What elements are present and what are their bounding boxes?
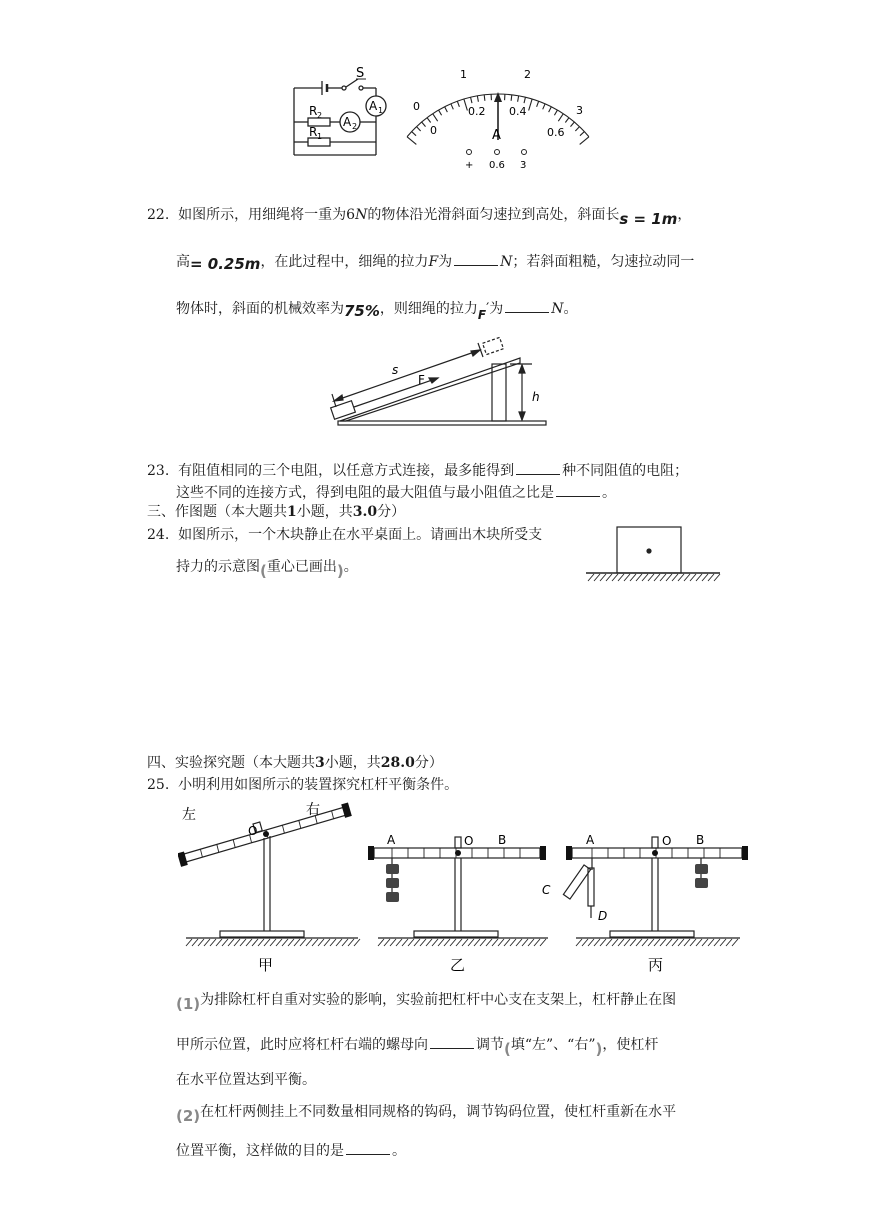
circuit-diagram (282, 60, 388, 164)
sec4-count: 3 (315, 755, 325, 771)
terminal-3: 3 (520, 160, 527, 171)
r2-label: R (309, 104, 318, 118)
q23-text-a: 有阻值相同的三个电阻，以任意方式连接，最多能得到 (178, 463, 515, 479)
q22-weight: 6 (346, 207, 356, 223)
q23-line2 (176, 482, 616, 502)
q23-line1 (147, 460, 688, 480)
r1-label: R (309, 125, 318, 139)
lever-figure (178, 798, 754, 978)
q24-line2 (176, 557, 358, 580)
dial-upper-0: 0 (413, 100, 420, 113)
incline-f: F (418, 373, 425, 387)
q22-text-b: ，在此过程中，细绳的拉力 (260, 254, 429, 270)
q25-paren-open: ( (504, 1040, 511, 1058)
dial-upper-1: 1 (460, 68, 467, 81)
q22-line1 (147, 205, 692, 228)
lever3-b-label: B (696, 833, 705, 847)
q22-height-value: = 0.25m (190, 255, 261, 273)
sec3-mid: 小题，共 (296, 504, 353, 520)
q25-part1-hint: 填“左”、“右” (510, 1037, 596, 1053)
q25-part2-number: (2) (176, 1107, 201, 1125)
switch-label: S (356, 66, 365, 81)
q23-blank-2[interactable] (556, 482, 600, 497)
dial-unit: A (492, 128, 501, 143)
q22-force-symbol: F (428, 254, 439, 270)
q22-line2 (176, 251, 694, 271)
q25-part1-number: (1) (176, 995, 201, 1013)
dial-lower-3: 0.6 (547, 126, 565, 139)
lever2-o-label: O (464, 834, 474, 848)
lever1-left-label: 左 (182, 807, 196, 823)
lever3-a-label: A (586, 833, 595, 847)
sec3-end: 分） (377, 504, 406, 520)
q25-number: 25. (147, 777, 170, 793)
q22-efficiency-text: 物体时，斜面的机械效率为 (176, 301, 344, 317)
dial-upper-3: 3 (576, 104, 583, 117)
sec4-label: 四、实验探究题（本大题共 (147, 755, 315, 771)
q25-part2-text2: 位置平衡，这样做的目的是 (176, 1143, 344, 1159)
q22-slope-length: s = 1m (619, 210, 678, 228)
q24-number: 24. (147, 527, 170, 543)
caption-bing: 丙 (648, 956, 664, 974)
q25-part2-text1: 在杠杆两侧挂上不同数量相同规格的钩码，调节钩码位置，使杠杆重新在水平 (200, 1104, 677, 1120)
q23-period: 。 (602, 485, 616, 501)
a2-sub: 2 (352, 122, 358, 131)
q25-part1-line3 (176, 1071, 316, 1089)
r2-sub: 2 (317, 111, 323, 120)
q25-line1 (147, 776, 458, 794)
q22-blank-2[interactable] (505, 298, 549, 313)
sec4-points: 28.0 (380, 755, 415, 771)
section-4-header (147, 754, 443, 772)
lever3-c-label: C (542, 883, 551, 897)
q22-unit-n2: N (500, 254, 513, 270)
sec3-points: 3.0 (352, 504, 378, 520)
q25-paren-close: ) (595, 1040, 603, 1058)
block-on-table-figure (584, 522, 722, 584)
q24-paren-open: ( (260, 562, 267, 580)
terminal-06: 0.6 (489, 160, 505, 171)
q25-text: 小明利用如图所示的装置探究杠杆平衡条件。 (178, 777, 459, 793)
caption-jia: 甲 (258, 956, 274, 974)
q25-part1-text3: 调节 (476, 1037, 504, 1053)
q25-part1-text5: 在水平位置达到平衡。 (176, 1072, 316, 1088)
dial-upper-2: 2 (524, 68, 531, 81)
q22-prime-wei: ′为 (486, 301, 504, 317)
caption-yi: 乙 (450, 956, 466, 974)
q25-part2-period: 。 (392, 1143, 406, 1159)
q23-number: 23. (147, 463, 170, 479)
q23-text-c: 这些不同的连接方式，得到电阻的最大阻值与最小阻值之比是 (176, 485, 554, 501)
q22-blank-1[interactable] (454, 251, 498, 266)
q25-part1-text2: 甲所示位置，此时应将杠杆右端的螺母向 (176, 1037, 428, 1053)
q22-unit-n3: N (551, 301, 564, 317)
q24-paren-close: ) (336, 562, 344, 580)
q25-part1-blank[interactable] (430, 1034, 474, 1049)
q25-part2-blank[interactable] (346, 1140, 390, 1155)
dial-lower-1: 0.2 (468, 105, 486, 118)
q22-text-a: 如图所示，用细绳将一重为 (178, 207, 347, 223)
lever3-o-label: O (662, 834, 672, 848)
q22-text-d2: ；若斜面粗糙，匀速拉动同一 (512, 254, 695, 270)
incline-figure (320, 330, 552, 430)
q23-text-b: 种不同阻值的电阻； (562, 463, 689, 479)
lever1-right-label: 右 (306, 802, 320, 818)
q25-part1-line2 (176, 1034, 659, 1058)
sec3-count: 1 (287, 504, 297, 520)
incline-s: s (392, 363, 399, 377)
q22-efficiency-value: 75% (344, 302, 380, 320)
q24-text-a: 如图所示，一个木块静止在水平桌面上。请画出木块所受支 (178, 527, 543, 543)
lever3-d-label: D (598, 909, 608, 923)
q25-part2-line1 (176, 1102, 677, 1125)
sec4-mid: 小题，共 (324, 755, 381, 771)
q22-line3 (176, 298, 578, 322)
incline-h: h (532, 390, 540, 404)
dial-lower-2: 0.4 (509, 105, 527, 118)
q24-text-b: 持力的示意图 (176, 559, 260, 575)
lever1-o-label: O (248, 824, 258, 838)
a1-label: A (369, 99, 378, 113)
q22-unit-n: N (355, 207, 368, 223)
q23-blank-1[interactable] (516, 460, 560, 475)
dial-lower-0: 0 (430, 124, 437, 137)
q22-force-prime: F (477, 308, 487, 322)
a2-label: A (343, 115, 352, 129)
section-3-header (147, 503, 405, 521)
q24-line1 (147, 526, 542, 544)
lever2-b-label: B (498, 833, 507, 847)
q22-period: 。 (563, 301, 578, 317)
q25-part1-text1: 为排除杠杆自重对实验的影响，实验前把杠杆中心支在支架上，杠杆静止在图 (200, 992, 677, 1008)
q22-wei: 为 (438, 254, 453, 270)
sec3-label: 三、作图题（本大题共 (147, 504, 287, 520)
q22-number: 22. (147, 207, 170, 223)
r1-sub: 1 (317, 132, 323, 141)
q25-part2-line2 (176, 1140, 406, 1160)
q25-part1-text4: ，使杠杆 (602, 1037, 659, 1053)
a1-sub: 1 (378, 106, 384, 115)
terminal-plus: + (465, 160, 474, 171)
sec4-end: 分） (414, 755, 443, 771)
ammeter-dial (402, 62, 598, 174)
q24-period: 。 (343, 559, 358, 575)
lever2-a-label: A (387, 833, 396, 847)
q22-text-d: 的物体沿光滑斜面匀速拉到高处，斜面长 (367, 207, 620, 223)
q25-part1-line1 (176, 990, 677, 1013)
q24-text-c: 重心已画出 (266, 559, 337, 575)
q22-comma: ， (677, 207, 692, 223)
q22-text-force: ，则细绳的拉力 (379, 301, 478, 317)
q22-height-word: 高 (176, 254, 190, 270)
